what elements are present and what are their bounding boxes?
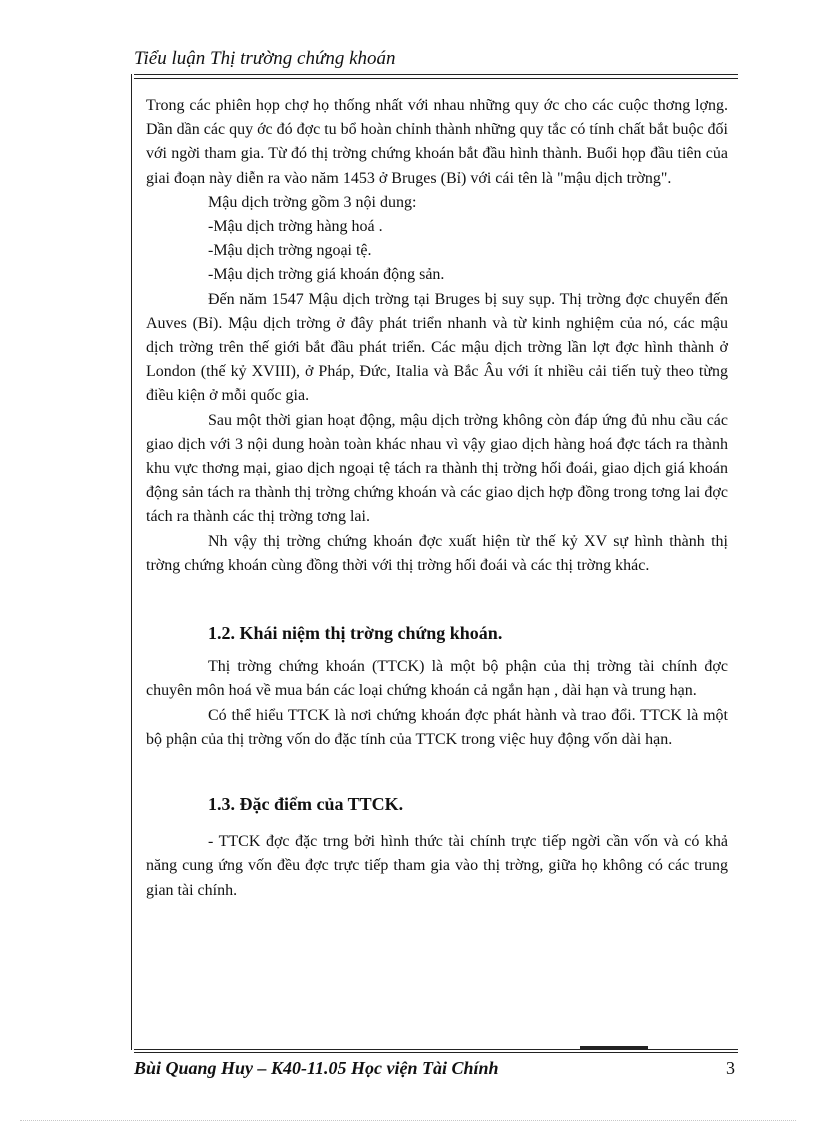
page-number: 3 bbox=[726, 1058, 735, 1078]
list-item: -Mậu dịch trờng ngoại tệ. bbox=[208, 242, 372, 260]
page-edge-dotted-line bbox=[20, 1120, 796, 1121]
paragraph: Trong các phiên họp chợ họ thống nhất với nhau những quy ớc cho các cuộc thơng lợng. Dần dần các quy ớc đó đợc tu bổ hoàn chỉnh thành những quy tắc có tính chất bắt buộc đối với ngời tham gia. Từ đó thị trờng chứng khoán bắt đầu hình thành. Buổi họp đầu tiên của giai đoạn này diễn ra vào năm 1453 ở Bruges (Bỉ) với cái tên là "mậu dịch trờng". bbox=[146, 97, 728, 187]
footer-author: Bùi Quang Huy – K40-11.05 Học viện Tài Chính bbox=[134, 1058, 499, 1078]
document-body bbox=[146, 94, 728, 903]
list-item: -Mậu dịch trờng giá khoán động sản. bbox=[208, 266, 445, 284]
header-rule-thin bbox=[134, 78, 738, 79]
paragraph: Mậu dịch trờng gồm 3 nội dung: bbox=[208, 193, 417, 211]
list-item: -Mậu dịch trờng hàng hoá . bbox=[208, 218, 383, 236]
footer-rule-thick bbox=[134, 1052, 738, 1053]
paragraph: Nh vậy thị trờng chứng khoán đợc xuất hiện từ thế kỷ XV sự hình thành thị trờng chứng khoán cùng đồng thời với thị trờng hối đoái và các thị trờng khác. bbox=[146, 532, 728, 574]
footer-rule bbox=[134, 1049, 738, 1050]
paragraph: Thị trờng chứng khoán (TTCK) là một bộ phận của thị trờng tài chính đợc chuyên môn hoá về mua bán các loại chứng khoán cả ngắn hạn , dài hạn và trung hạn. bbox=[146, 658, 728, 700]
paragraph: - TTCK đợc đặc trng bởi hình thức tài chính trực tiếp ngời cần vốn và có khả năng cung ứng vốn đều đợc trực tiếp tham gia vào thị trờng, giữa họ không có các trung gian tài chính. bbox=[146, 833, 728, 899]
left-margin-rule bbox=[131, 74, 132, 1050]
section-heading: 1.3. Đặc điểm của TTCK. bbox=[208, 794, 404, 815]
paragraph: Có thể hiểu TTCK là nơi chứng khoán đợc phát hành và trao đổi. TTCK là một bộ phận của thị trờng vốn do đặc tính của TTCK trong việc huy động vốn dài hạn. bbox=[146, 706, 728, 748]
paragraph: Đến năm 1547 Mậu dịch trờng tại Bruges bị suy sụp. Thị trờng đợc chuyển đến Auves (Bỉ). Mậu dịch trờng ở đây phát triển nhanh và từ kinh nghiệm của nó, các mậu dịch trờng trên thế giới bắt đầu phát triển. Các mậu dịch trờng lần lợt đợc hình thành ở London (thế kỷ XVIII), ở Pháp, Đức, Italia và Bắc Âu với ít nhiều cải tiến tuỳ theo từng điều kiện ở mỗi quốc gia. bbox=[146, 290, 728, 405]
header-rule bbox=[134, 74, 738, 75]
section-heading: 1.2. Khái niệm thị trờng chứng khoán. bbox=[208, 623, 503, 644]
running-header: Tiểu luận Thị trường chứng khoán bbox=[134, 48, 396, 69]
paragraph: Sau một thời gian hoạt động, mậu dịch trờng không còn đáp ứng đủ nhu cầu các giao dịch với 3 nội dung hoàn toàn khác nhau vì vậy giao dịch hàng hoá đợc tách ra thành khu vực thơng mại, giao dịch ngoại tệ tách ra thành thị trờng hối đoái, giao dịch giá khoán động sản tách ra thành thị trờng chứng khoán và các giao dịch hợp đồng trong tơng lai đợc tách ra thành các thị trờng tơng lai. bbox=[146, 411, 728, 526]
